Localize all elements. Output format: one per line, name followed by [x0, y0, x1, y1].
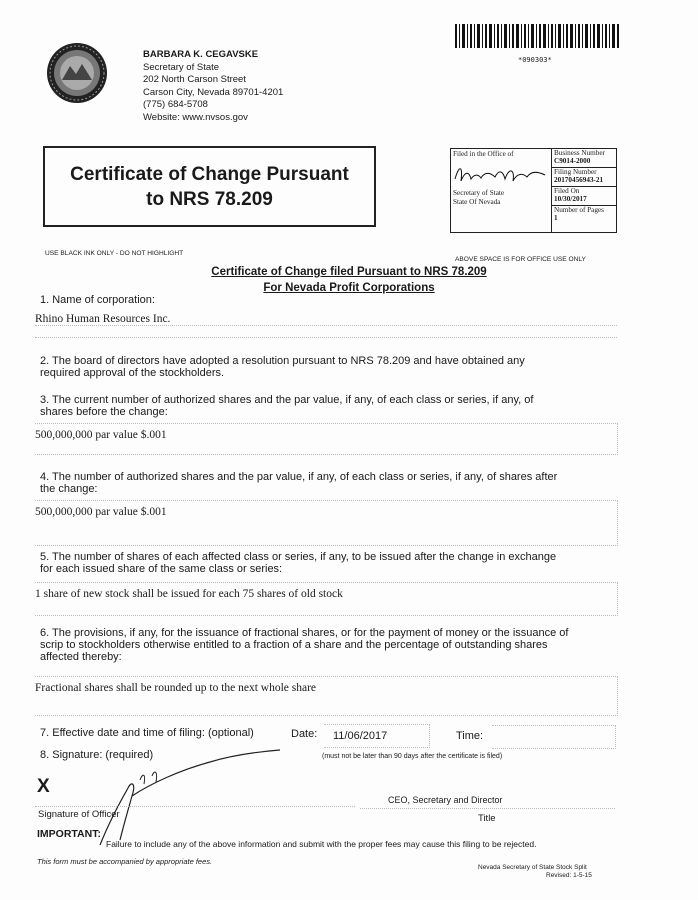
- filing-sos-label: Secretary of State: [453, 189, 505, 198]
- item6-line1: 6. The provisions, if any, for the issuance of fractional shares, or for the payment of money or the issuance of: [40, 627, 569, 639]
- pages-label: Number of Pages: [554, 206, 604, 214]
- sos-signature-icon: [451, 159, 549, 189]
- item4-line2: the change:: [40, 483, 98, 495]
- time-label: Time:: [456, 730, 484, 742]
- form-heading-line2: For Nevada Profit Corporations: [263, 282, 435, 294]
- item5-line1: 5. The number of shares of each affected class or series, if any, to be issued after the change in exchange: [40, 551, 557, 563]
- filing-info-box: [450, 148, 617, 233]
- important-text: Failure to include any of the above information and submit with the proper fees may cause this filing to be rejected.: [106, 839, 537, 849]
- item3-line1: 3. The current number of authorized shares and the par value, if any, of each class or series, if any, of: [40, 394, 534, 406]
- item6-text: [40, 627, 630, 663]
- sos-street: 202 North Carson Street: [143, 74, 246, 86]
- filed-on-label: Filed On: [554, 187, 580, 195]
- item4-text: [40, 471, 630, 495]
- business-number-value: C9014-2000: [554, 157, 591, 166]
- business-number-label: Business Number: [554, 149, 605, 157]
- item1-label: 1. Name of corporation:: [40, 294, 155, 306]
- signature-line: [35, 806, 355, 807]
- filing-state-label: State Of Nevada: [453, 197, 501, 206]
- item5-line2: for each issued share of the same class or series:: [40, 563, 283, 575]
- time-field: [492, 725, 616, 749]
- sos-website: Website: www.nvsos.gov: [143, 111, 248, 123]
- barcode-number: *090303*: [518, 56, 552, 64]
- item6-line2: scrip to stockholders otherwise entitled to a fraction of a share and the percentage of outstanding shares: [40, 639, 548, 651]
- item1-line-divider: [35, 325, 617, 326]
- form-heading-line1: Certificate of Change filed Pursuant to NRS 78.209: [211, 266, 487, 278]
- item2-text: [40, 355, 630, 379]
- item8-label: 8. Signature: (required): [40, 749, 154, 761]
- certificate-title-box: [43, 146, 376, 227]
- corporation-name-value: Rhino Human Resources Inc.: [35, 313, 171, 325]
- shares-before-value: 500,000,000 par value $.001: [35, 429, 167, 441]
- office-use-note: ABOVE SPACE IS FOR OFFICE USE ONLY: [455, 256, 586, 263]
- filed-on-cell: [552, 187, 616, 206]
- ink-instructions: USE BLACK INK ONLY - DO NOT HIGHLIGHT: [45, 250, 184, 257]
- filing-numbers-cell: [552, 149, 616, 225]
- sos-city: Carson City, Nevada 89701-4201: [143, 86, 284, 98]
- item4-line1: 4. The number of authorized shares and the par value, if any, of each class or series, if any, of shares after: [40, 471, 558, 483]
- item5-text: [40, 551, 630, 575]
- sos-office: Secretary of State: [143, 61, 220, 73]
- item2-line2: required approval of the stockholders.: [40, 367, 225, 379]
- title-label: Title: [478, 813, 496, 824]
- filed-in-office-label: Filed in the Office of: [453, 150, 514, 158]
- filing-number-cell: [552, 168, 616, 187]
- filed-on-value: 10/30/2017: [554, 195, 587, 204]
- item3-text: [40, 394, 630, 418]
- state-seal-icon: [46, 42, 108, 104]
- date-limit-note: (must not be later than 90 days after the certificate is filed): [322, 753, 503, 760]
- filing-office-cell: [451, 149, 552, 232]
- sos-address-block: [143, 49, 283, 125]
- officer-title-value: CEO, Secretary and Director: [388, 795, 503, 805]
- date-value: 11/06/2017: [333, 730, 388, 742]
- signature-officer-label: Signature of Officer: [38, 809, 120, 820]
- shares-after-value: 500,000,000 par value $.001: [35, 506, 167, 518]
- item7-label: 7. Effective date and time of filing: (optional): [40, 727, 254, 739]
- officer-signature-icon: [80, 740, 300, 850]
- sos-name: BARBARA K. CEGAVSKE: [143, 49, 259, 60]
- filing-number-label: Filing Number: [554, 168, 597, 176]
- certificate-title-line1: Certificate of Change Pursuant: [70, 163, 349, 185]
- item2-line1: 2. The board of directors have adopted a resolution pursuant to NRS 78.209 and have obtained any: [40, 355, 525, 367]
- barcode-icon: [455, 24, 620, 54]
- exchange-ratio-value: 1 share of new stock shall be issued for each 75 shares of old stock: [35, 588, 343, 600]
- certificate-title-line2: to NRS 78.209: [146, 188, 273, 210]
- item6-line3: affected thereby:: [40, 651, 122, 663]
- pages-cell: [552, 206, 616, 225]
- item3-line2: shares before the change:: [40, 406, 168, 418]
- title-line: [360, 808, 615, 809]
- business-number-cell: [552, 149, 616, 168]
- signature-x-mark: X: [37, 776, 50, 797]
- important-label: IMPORTANT:: [37, 828, 101, 840]
- item1-line2-divider: [35, 337, 617, 338]
- sos-phone: (775) 684-5708: [143, 99, 208, 111]
- pages-value: 1: [554, 214, 558, 223]
- fractional-shares-value: Fractional shares shall be rounded up to the next whole share: [35, 682, 317, 694]
- filing-number-value: 20170456943-21: [554, 176, 604, 185]
- fees-note: This form must be accompanied by appropriate fees.: [37, 857, 213, 866]
- date-label: Date:: [291, 728, 318, 740]
- revised-date: Revised: 1-5-15: [546, 872, 592, 879]
- form-name: Nevada Secretary of State Stock Split: [478, 864, 587, 871]
